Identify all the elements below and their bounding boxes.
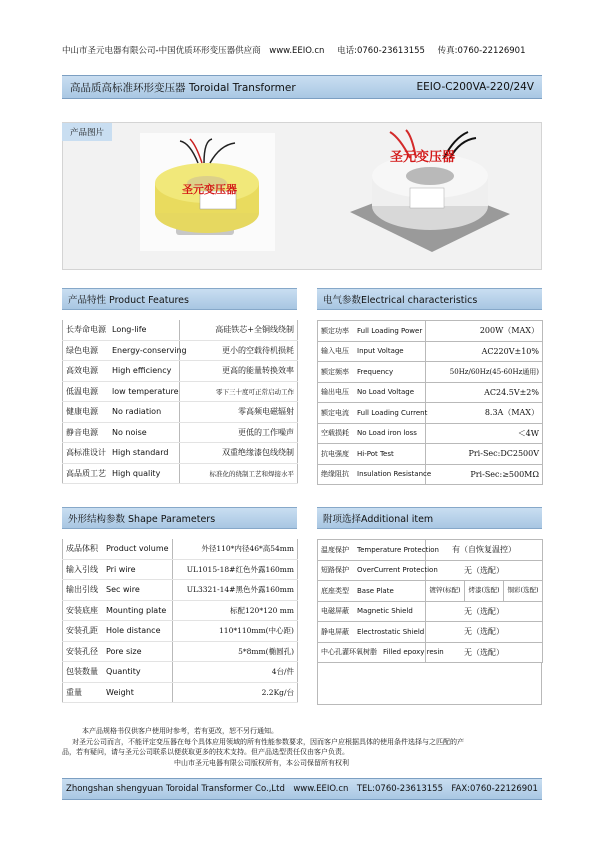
additional-label-en: Magnetic Shield (357, 607, 413, 616)
electrical-label (318, 423, 426, 444)
table-row (63, 443, 298, 464)
shape-label-cn: 成品体积 (66, 544, 98, 554)
shape-label-en: Sec wire (106, 585, 140, 595)
model-number: EEIO-C200VA-220/24V (416, 81, 534, 93)
electrical-label (318, 403, 426, 424)
electrical-label (318, 382, 426, 403)
feature-label (63, 320, 180, 340)
table-row (318, 540, 543, 561)
shape-label (63, 682, 173, 703)
shape-label (63, 559, 173, 580)
table-row (63, 539, 298, 559)
additional-empty-rows (317, 663, 542, 705)
shape-header: 外形结构参数 Shape Parameters (62, 507, 297, 529)
feature-label-en: No noise (112, 427, 147, 437)
table-row (63, 340, 298, 361)
feature-label (63, 381, 180, 402)
footer-fax: FAX:0760-22126901 (451, 784, 538, 794)
electrical-label-en: Hi-Pot Test (357, 449, 394, 458)
product-photo-right (350, 128, 510, 258)
shape-label (63, 539, 173, 559)
table-row (318, 321, 543, 342)
feature-label (63, 402, 180, 423)
feature-label-en: Long-life (112, 325, 147, 335)
additional-label-cn: 底座类型 (321, 586, 349, 595)
base-plate-option-1[interactable]: 镀锌(标配) (426, 581, 465, 601)
table-row (318, 341, 543, 362)
feature-label-en: low temperature (112, 386, 179, 396)
shape-value: UL1015-18#红色外露160mm (173, 559, 298, 580)
base-plate-option-2[interactable]: 烤漆(选配) (465, 581, 504, 601)
fax-text: 传真:0760-22126901 (437, 46, 526, 56)
table-row (63, 559, 298, 580)
feature-label-cn: 低温电源 (66, 386, 98, 396)
feature-desc: 零高频电磁辐射 (180, 402, 298, 423)
table-row (63, 580, 298, 601)
base-plate-options (426, 581, 543, 602)
feature-label-cn: 健康电源 (66, 407, 98, 417)
table-row (63, 320, 298, 340)
additional-label (318, 560, 438, 581)
table-row (63, 662, 298, 683)
footer-company: Zhongshan shengyuan Toroidal Transformer Co.,Ltd (66, 784, 285, 794)
electrical-label (318, 362, 426, 383)
shape-label-cn: 输入引线 (66, 564, 98, 574)
table-row (318, 403, 543, 424)
electrical-label-cn: 额定电流 (321, 408, 349, 417)
electrical-value: AC24.5V±2% (426, 382, 543, 403)
table-row (318, 464, 543, 485)
additional-label-cn: 温度保护 (321, 545, 349, 554)
shape-table (62, 539, 298, 703)
additional-label-en: Filled epoxy resin (383, 648, 444, 657)
watermark-left: 圣元变压器 (182, 183, 237, 196)
shape-label-en: Quantity (106, 667, 141, 677)
electrical-value: AC220V±10% (426, 341, 543, 362)
footer-tel: TEL:0760-23613155 (356, 784, 443, 794)
electrical-label-cn: 输入电压 (321, 347, 349, 356)
shape-label (63, 662, 173, 683)
electrical-label-cn: 额定功率 (321, 326, 349, 335)
table-row (318, 642, 543, 663)
additional-label (318, 581, 426, 602)
electrical-label (318, 321, 426, 342)
note-line-3: 品，若有疑问，请与圣元公司联系以便获取更多的技术支持。但产品选型责任仅由客户负责。 (62, 748, 349, 756)
table-row (318, 382, 543, 403)
feature-label-cn: 长寿命电源 (66, 325, 106, 335)
shape-label-cn: 安装孔径 (66, 646, 98, 656)
additional-label-cn: 电磁屏蔽 (321, 607, 349, 616)
electrical-section (317, 288, 542, 485)
additional-header: 附项选择Additional item (317, 507, 542, 529)
shape-label-en: Weight (106, 687, 134, 697)
additional-value: 无（选配） (426, 560, 543, 581)
company-line: 中山市圣元电器有限公司-中国优质环形变压器供应商 (62, 46, 261, 56)
electrical-label-cn: 抗电强度 (321, 449, 349, 458)
feature-label-en: Energy-conserving (112, 345, 187, 355)
shape-value: 标配120*120 mm (173, 600, 298, 621)
table-row (63, 422, 298, 443)
electrical-label-cn: 绝缘阻抗 (321, 470, 349, 479)
shape-label-cn: 安装底座 (66, 605, 98, 615)
feature-label (63, 340, 187, 361)
additional-table (317, 539, 543, 663)
additional-label-en: Base Plate (357, 586, 394, 595)
table-row (318, 622, 543, 643)
feature-desc: 标准化的绕制工艺和焊接水平 (180, 463, 298, 484)
electrical-value: 200W（MAX） (426, 321, 543, 342)
additional-label-cn: 静电屏蔽 (321, 627, 349, 636)
note-line-2: 对圣元公司而言，不能评定变压器在每个具体应用领域的所有性能参数要求，因而客户应根据具体的使用条件选择与之匹配的产 (72, 737, 464, 746)
shape-label-en: Hole distance (106, 626, 161, 636)
feature-label-cn: 高标准设计 (66, 448, 106, 458)
table-row (318, 560, 543, 581)
electrical-value: Pri-Sec:≥500MΩ (426, 464, 543, 485)
table-row (63, 600, 298, 621)
shape-label-cn: 重量 (66, 687, 82, 697)
shape-label-cn: 安装孔距 (66, 626, 98, 636)
shape-label (63, 580, 173, 601)
feature-label (63, 361, 180, 382)
electrical-value: 50Hz/60Hz(45-60Hz通用) (426, 362, 543, 383)
features-header: 产品特性 Product Features (62, 288, 297, 310)
additional-value: 无（选配） (426, 601, 543, 622)
feature-label-en: High quality (112, 468, 161, 478)
table-row (318, 581, 543, 602)
additional-label-en: Electrostatic Shield (357, 627, 425, 636)
additional-section (317, 507, 542, 705)
additional-value: 无（选配） (426, 622, 543, 643)
electrical-label-cn: 输出电压 (321, 388, 349, 397)
electrical-label-en: No Load Voltage (357, 388, 415, 397)
additional-value: 有（自恢复温控） (426, 540, 543, 561)
note-line-4: 中山市圣元电器有限公司版权所有，本公司保留所有权利 (174, 758, 349, 767)
table-row (63, 641, 298, 662)
feature-label (63, 443, 180, 464)
electrical-label (318, 341, 426, 362)
table-row (63, 361, 298, 382)
shape-label-cn: 输出引线 (66, 585, 98, 595)
shape-value: 4台/件 (173, 662, 298, 683)
additional-label (318, 642, 444, 663)
feature-label (63, 422, 180, 443)
features-table (62, 320, 298, 484)
shape-label (63, 641, 173, 662)
feature-label-cn: 静音电源 (66, 427, 98, 437)
shape-label-en: Mounting plate (106, 605, 167, 615)
product-features-section (62, 288, 297, 484)
photo-section-label: 产品图片 (62, 123, 112, 141)
shape-value: 5*8mm(椭圆孔) (173, 641, 298, 662)
note-line-1: 本产品规格书仅供客户使用时参考，若有更改，恕不另行通知。 (82, 727, 278, 735)
shape-label (63, 621, 173, 642)
electrical-label-en: Input Voltage (357, 347, 404, 356)
additional-label-cn: 中心孔灌环氧树脂 (321, 648, 377, 657)
additional-label-en: Temperature Protection (357, 545, 439, 554)
table-row (318, 362, 543, 383)
shape-value: 110*110mm(中心距) (173, 621, 298, 642)
shape-section (62, 507, 297, 703)
website-link[interactable]: www.EEIO.cn (269, 46, 325, 56)
electrical-label-cn: 空载损耗 (321, 429, 349, 438)
table-row (318, 444, 543, 465)
feature-label-cn: 高品质工艺 (66, 468, 106, 478)
table-row (63, 381, 298, 402)
feature-label-en: High standard (112, 448, 169, 458)
table-row (318, 601, 543, 622)
table-row (63, 682, 298, 703)
electrical-label (318, 464, 432, 485)
additional-label (318, 601, 426, 622)
watermark-right: 圣元变压器 (390, 150, 456, 165)
title-banner (62, 75, 542, 99)
shape-label-en: Pore size (106, 646, 142, 656)
feature-desc: 更小的空载待机损耗 (180, 340, 298, 361)
electrical-label-en: Insulation Resistance (357, 470, 432, 479)
electrical-value: Pri-Sec:DC2500V (426, 444, 543, 465)
table-row (63, 402, 298, 423)
electrical-value: 8.3A（MAX） (426, 403, 543, 424)
feature-desc: 双重绝缘漆包线绕制 (180, 443, 298, 464)
product-title: 高品质高标准环形变压器 Toroidal Transformer (70, 81, 296, 94)
footer-website[interactable]: www.EEIO.cn (293, 784, 349, 794)
shape-label-en: Pri wire (106, 564, 136, 574)
shape-value: UL3321-14#黑色外露160mm (173, 580, 298, 601)
feature-desc: 高硅铁芯+全铜线绕制 (180, 320, 298, 340)
feature-label-cn: 绿色电源 (66, 345, 98, 355)
feature-label-en: High efficiency (112, 366, 172, 376)
electrical-value: ＜4W (426, 423, 543, 444)
shape-value: 2.2Kg/台 (173, 682, 298, 703)
shape-value: 外径110*内径46*高54mm (173, 539, 298, 559)
shape-label (63, 600, 173, 621)
contact-line (62, 44, 542, 56)
base-plate-option-3[interactable]: 铜彩(选配) (507, 586, 539, 594)
additional-label (318, 622, 426, 643)
phone-text: 电话:0760-23613155 (337, 46, 425, 56)
table-row (63, 463, 298, 484)
feature-desc: 更低的工作噪声 (180, 422, 298, 443)
disclaimer-notes (62, 726, 542, 768)
electrical-table (317, 320, 543, 485)
additional-label-en: OverCurrent Protection (357, 566, 438, 575)
electrical-label-en: Full Loading Power (357, 326, 423, 335)
electrical-label-en: Full Loading Current (357, 408, 428, 417)
electrical-label-en: Frequency (357, 367, 394, 376)
feature-desc: 更高的能量转换效率 (180, 361, 298, 382)
table-row (318, 423, 543, 444)
electrical-label-cn: 额定频率 (321, 367, 349, 376)
electrical-label-en: No Load iron loss (357, 429, 417, 438)
table-row (63, 621, 298, 642)
electrical-label (318, 444, 426, 465)
feature-desc: 零下三十度可正常启动工作 (180, 381, 298, 402)
additional-value: 无（选配） (426, 642, 543, 663)
feature-label-en: No radiation (112, 407, 162, 417)
feature-label (63, 463, 180, 484)
electrical-header: 电气参数Electrical characteristics (317, 288, 542, 310)
additional-label (318, 540, 439, 561)
additional-label-cn: 短路保护 (321, 566, 349, 575)
feature-label-cn: 高效电源 (66, 366, 98, 376)
shape-label-cn: 包装数量 (66, 667, 98, 677)
product-photo-left (140, 133, 275, 251)
footer-bar (62, 778, 542, 800)
shape-label-en: Product volume (106, 544, 169, 554)
